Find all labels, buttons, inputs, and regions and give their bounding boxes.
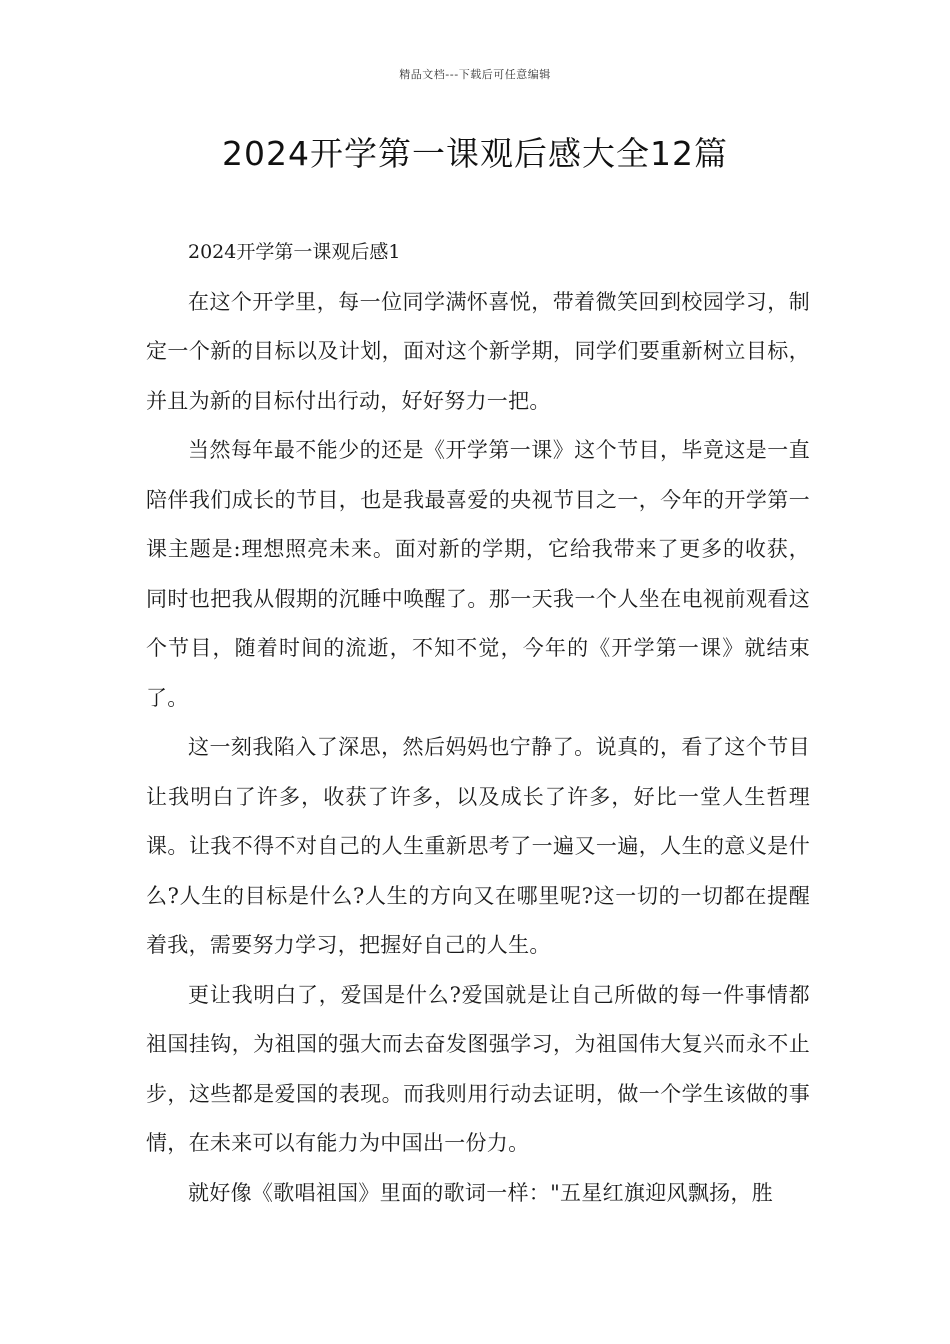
section-title: 2024开学第一课观后感1 (188, 241, 401, 263)
paragraph-2: 当然每年最不能少的还是《开学第一课》这个节目，毕竟这是一直陪伴我们成长的节目，也是我最喜爱的央视节目之一，今年的开学第一课主题是:理想照亮未来。面对新的学期，它给我带来了更多的收获，同时也把我从假期的沉睡中唤醒了。那一天我一个人坐在电视前观看这个节目，随着时间的流逝，不知不觉，今年的《开学第一课》就结束了。 (146, 438, 810, 710)
paragraph-4: 更让我明白了，爱国是什么?爱国就是让自己所做的每一件事情都祖国挂钩，为祖国的强大而去奋发图强学习，为祖国伟大复兴而永不止步，这些都是爱国的表现。而我则用行动去证明，做一个学生该做的事情，在未来可以有能力为中国出一份力。 (146, 982, 810, 1155)
header-note: 精品文档---下载后可任意编辑 (399, 68, 551, 81)
document-title: 2024开学第一课观后感大全12篇 (222, 134, 728, 173)
paragraph-3: 这一刻我陷入了深思，然后妈妈也宁静了。说真的，看了这个节目让我明白了许多，收获了许多，以及成长了许多，好比一堂人生哲理课。让我不得不对自己的人生重新思考了一遍又一遍，人生的意义是什么?人生的目标是什么?人生的方向又在哪里呢?这一切的一切都在提醒着我，需要努力学习，把握好自己的人生。 (146, 735, 810, 957)
paragraph-5: 就好像《歌唱祖国》里面的歌词一样："五星红旗迎风飘扬，胜 (188, 1180, 774, 1205)
paragraph-1: 在这个开学里，每一位同学满怀喜悦，带着微笑回到校园学习，制定一个新的目标以及计划，面对这个新学期，同学们要重新树立目标，并且为新的目标付出行动，好好努力一把。 (146, 289, 810, 413)
document-body (146, 228, 810, 1218)
